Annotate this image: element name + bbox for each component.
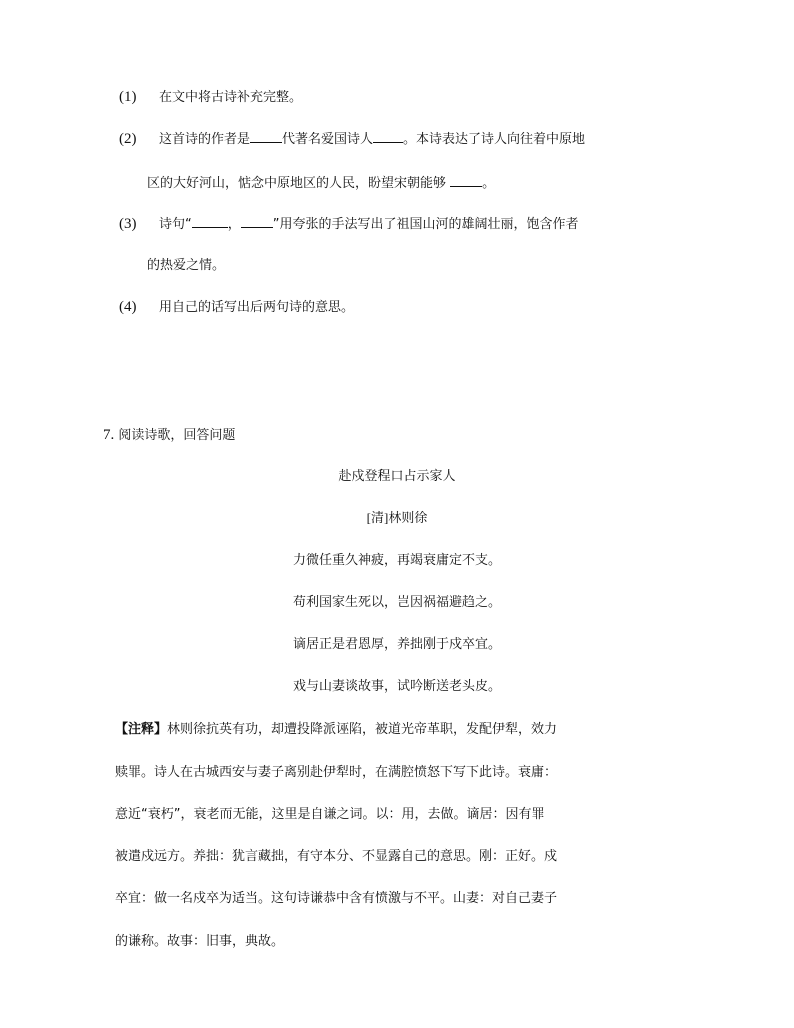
question-2-number: (2) bbox=[119, 131, 137, 147]
poem-title: 赴戍登程口占示家人 bbox=[338, 469, 456, 484]
question-4-number: (4) bbox=[119, 299, 137, 315]
section-number: 7. bbox=[103, 427, 115, 443]
answer-blank[interactable] bbox=[192, 214, 228, 228]
question-3-text-c: ”用夸张的手法写出了祖国山河的雄阔壮丽，饱含作者 bbox=[272, 217, 579, 232]
question-3 bbox=[119, 214, 579, 234]
annotation-line: 赎罪。诗人在古城西安与妻子离别赴伊犁时，在满腔愤怒下写下此诗。衰庸： bbox=[115, 765, 558, 780]
question-1-number: (1) bbox=[119, 89, 137, 105]
annotation-label: 【注释】 bbox=[115, 722, 168, 737]
question-3-text-a: 诗句“ bbox=[159, 217, 192, 232]
question-3-number: (3) bbox=[119, 216, 137, 232]
section-7-header bbox=[103, 426, 235, 445]
poem-line: 力微任重久神疲，再竭衰庸定不支。 bbox=[292, 553, 501, 568]
annotation-line bbox=[115, 721, 557, 739]
question-2-text-c: 。本诗表达了诗人向往着中原地 bbox=[403, 132, 586, 147]
question-2-text-d: 区的大好河山，惦念中原地区的人民，盼望宋朝能够 bbox=[147, 176, 447, 191]
question-2-text-e: 。 bbox=[482, 176, 496, 191]
question-4 bbox=[119, 298, 354, 317]
question-2-continuation bbox=[147, 173, 495, 193]
poem-line: 苟利国家生死以，岂因祸福避趋之。 bbox=[292, 595, 501, 610]
answer-blank[interactable] bbox=[250, 129, 282, 143]
poem-line: 谪居正是君恩厚，养拙刚于戍卒宜。 bbox=[292, 637, 501, 652]
annotation-text: 林则徐抗英有功，却遭投降派诬陷，被道光帝革职，发配伊犁，效力 bbox=[167, 722, 558, 737]
question-3-text-d: 的热爱之情。 bbox=[147, 258, 226, 273]
question-3-continuation bbox=[147, 257, 225, 275]
annotation-line: 的谦称。故事：旧事，典故。 bbox=[115, 934, 285, 949]
question-3-text-b: ， bbox=[227, 217, 241, 232]
question-1-text: 在文中将古诗补充完整。 bbox=[159, 90, 303, 105]
question-4-text: 用自己的话写出后两句诗的意思。 bbox=[159, 300, 355, 315]
question-1 bbox=[119, 88, 302, 107]
poem-author: [清]林则徐 bbox=[366, 510, 428, 525]
answer-blank[interactable] bbox=[450, 173, 482, 187]
annotation-line: 被遣戍远方。养拙：犹言藏拙，有守本分、不显露自己的意思。刚：正好。戍 bbox=[115, 849, 558, 864]
question-2-text-a: 这首诗的作者是 bbox=[159, 132, 251, 147]
answer-blank[interactable] bbox=[241, 214, 273, 228]
question-2-text-b: 代著名爱国诗人 bbox=[282, 132, 374, 147]
section-instruction: 阅读诗歌，回答问题 bbox=[118, 428, 236, 443]
poem-line: 戏与山妻谈故事，试吟断送老头皮。 bbox=[292, 679, 501, 694]
answer-blank[interactable] bbox=[373, 129, 403, 143]
question-2 bbox=[119, 129, 585, 149]
annotation-line: 意近“衰朽”，衰老而无能，这里是自谦之词。以：用，去做。谪居：因有罪 bbox=[115, 807, 545, 822]
annotation-line: 卒宜：做一名戍卒为适当。这句诗谦恭中含有愤激与不平。山妻：对自己妻子 bbox=[115, 891, 558, 906]
